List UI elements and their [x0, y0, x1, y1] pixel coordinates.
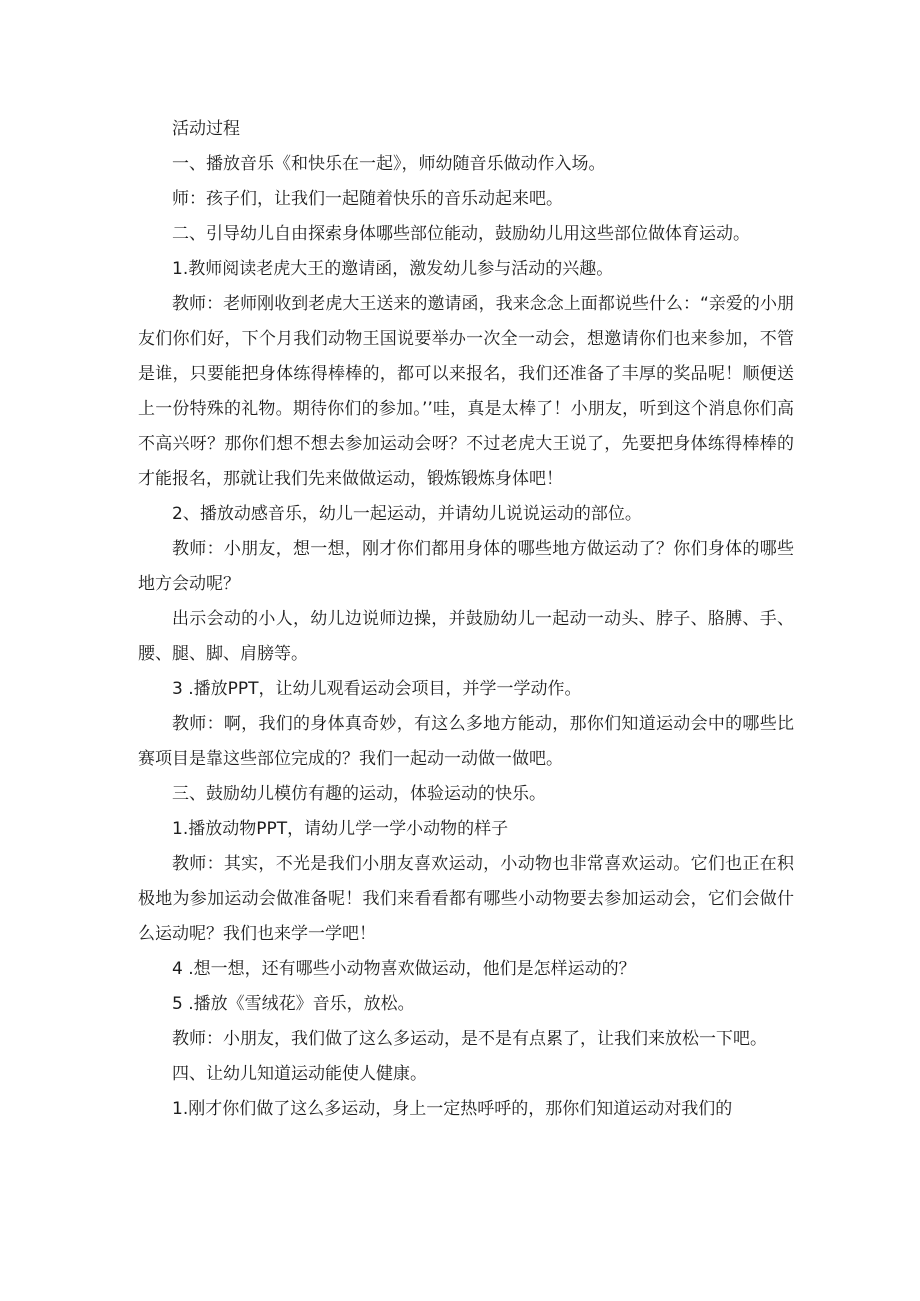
paragraph: 教师：老师刚收到老虎大王送来的邀请函，我来念念上面都说些什么：“亲爱的小朋友们你们好，下个月我们动物王国说要举办一次全一动会，想邀请你们也来参加，不管是谁，只要能把身体练得棒棒的，都可以来报名，我们还准备了丰厚的奖品呢！顺便送上一份特殊的礼物。期待你们的参加。’’哇，真是太棒了！小朋友，听到这个消息你们高不高兴呀？那你们想不想去参加运动会呀？不过老虎大王说了，先要把身体练得棒棒的才能报名，那就让我们先来做做运动，锻炼锻炼身体吧！	[138, 294, 794, 489]
paragraph: 教师：啊，我们的身体真奇妙，有这么多地方能动，那你们知道运动会中的哪些比赛项目是靠这些部位完成的？我们一起动一动做一做吧。	[138, 714, 794, 769]
paragraph: 师：孩子们，让我们一起随着快乐的音乐动起来吧。	[172, 189, 563, 209]
paragraph: 四、让幼儿知道运动能使人健康。	[172, 1064, 427, 1084]
paragraph: 二、引导幼儿自由探索身体哪些部位能动，鼓励幼儿用这些部位做体育运动。	[172, 224, 750, 244]
paragraph: 1.教师阅读老虎大王的邀请函，激发幼儿参与活动的兴趣。	[172, 259, 614, 279]
paragraph: 出示会动的小人，幼儿边说师边操，并鼓励幼儿一起动一动头、脖子、胳膊、手、腰、腿、脚、肩膀等。	[138, 609, 794, 664]
document-body	[138, 112, 794, 1127]
paragraph: 3 .播放PPT，让幼儿观看运动会项目，并学一学动作。	[172, 679, 582, 699]
paragraph: 2、播放动感音乐，幼儿一起运动，并请幼儿说说运动的部位。	[172, 504, 642, 524]
paragraph: 一、播放音乐《和快乐在一起》，师幼随音乐做动作入场。	[172, 154, 606, 174]
paragraph: 5 .播放《雪绒花》音乐，放松。	[172, 994, 415, 1014]
paragraph: 教师：小朋友，想一想，刚才你们都用身体的哪些地方做运动了？你们身体的哪些地方会动呢？	[138, 539, 794, 594]
paragraph: 教师：其实，不光是我们小朋友喜欢运动，小动物也非常喜欢运动。它们也正在积极地为参加运动会做准备呢！我们来看看都有哪些小动物要去参加运动会，它们会做什么运动呢？我们也来学一学吧！	[138, 854, 794, 944]
paragraph: 1.播放动物PPT，请幼儿学一学小动物的样子	[172, 819, 509, 839]
paragraph: 教师：小朋友，我们做了这么多运动，是不是有点累了，让我们来放松一下吧。	[172, 1029, 767, 1049]
paragraph: 三、鼓励幼儿模仿有趣的运动，体验运动的快乐。	[172, 784, 546, 804]
paragraph: 1.刚才你们做了这么多运动，身上一定热呼呼的，那你们知道运动对我们的	[172, 1099, 733, 1119]
section-heading: 活动过程	[172, 119, 240, 139]
paragraph: 4 .想一想，还有哪些小动物喜欢做运动，他们是怎样运动的？	[172, 959, 636, 979]
